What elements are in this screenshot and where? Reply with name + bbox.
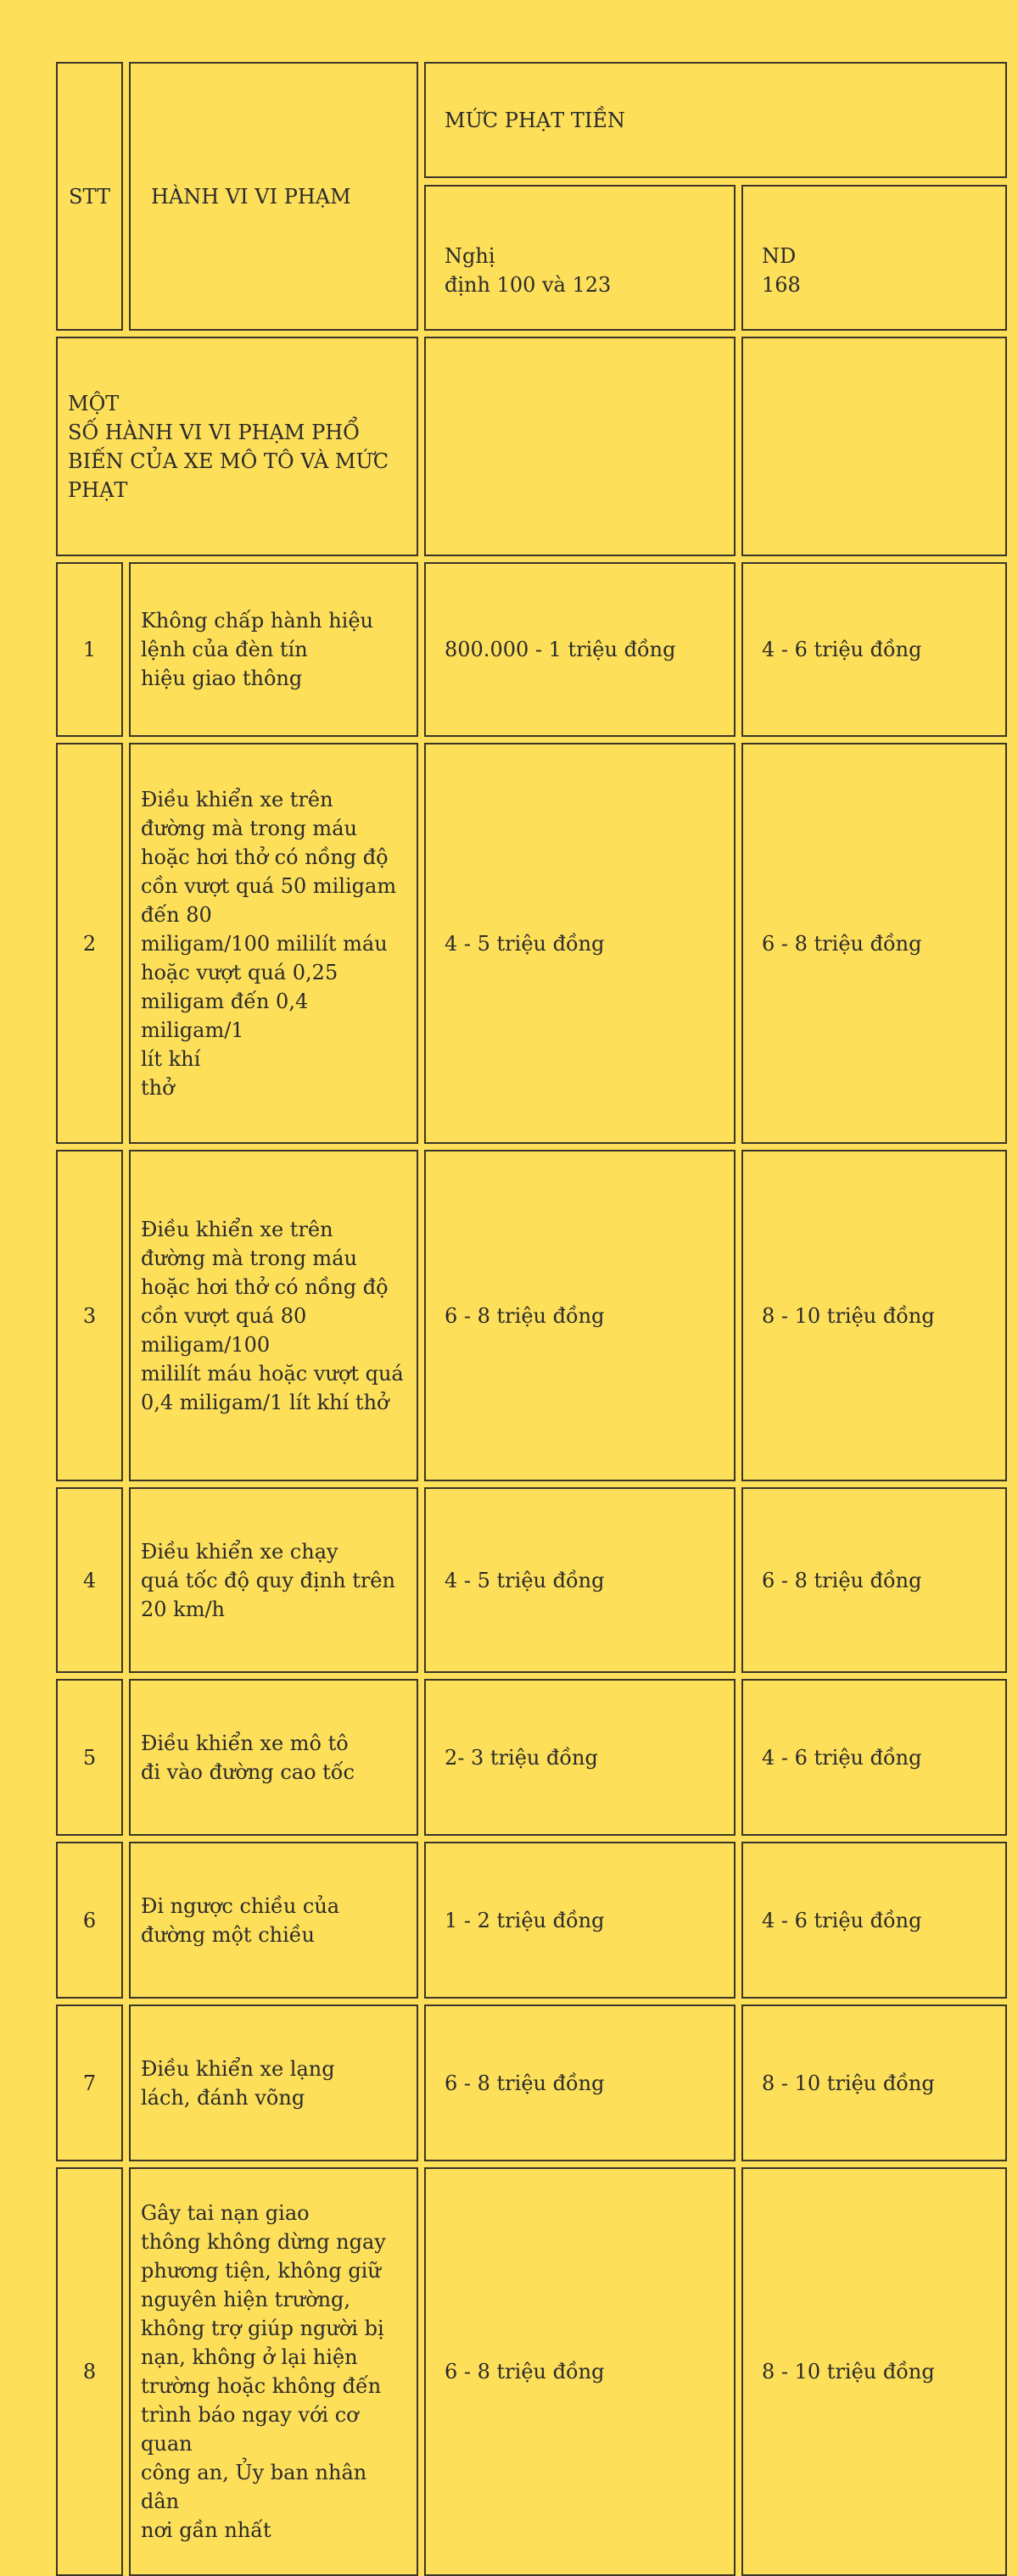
row-desc-text: Gây tai nạn giao thông không dừng ngay phương tiện, không giữ nguyên hiện trường, không trợ giúp người bị nạn, không ở lại hiện trường hoặc không đến trình báo ngay với cơ quan công an, Ủy ban nhân dân nơi gần nhất xyxy=(141,2201,386,2542)
section-empty-old xyxy=(424,337,736,556)
row-stt-text: 8 xyxy=(82,2360,97,2384)
row-4-fine-old xyxy=(424,1487,736,1673)
row-fine-old-text: 1 - 2 triệu đồng xyxy=(445,1908,605,1932)
row-desc-text: Không chấp hành hiệu lệnh của đèn tín hiệu giao thông xyxy=(141,609,373,690)
row-stt-text: 6 xyxy=(82,1908,97,1932)
row-fine-old-text: 6 - 8 triệu đồng xyxy=(445,2360,605,2384)
row-fine-new-text: 4 - 6 triệu đồng xyxy=(762,1908,922,1932)
row-8-fine-new xyxy=(741,2167,1007,2576)
row-3-fine-old xyxy=(424,1150,736,1481)
header-stt-label: STT xyxy=(69,184,110,209)
row-3-stt xyxy=(56,1150,123,1481)
row-8-fine-old xyxy=(424,2167,736,2576)
header-violation-label: HÀNH VI VI PHẠM xyxy=(151,184,351,209)
row-fine-old-text: 2- 3 triệu đồng xyxy=(445,1745,598,1770)
row-5-stt xyxy=(56,1679,123,1836)
row-7-fine-new xyxy=(741,2004,1007,2161)
row-1-desc xyxy=(129,562,418,737)
row-1-stt xyxy=(56,562,123,737)
row-stt-text: 5 xyxy=(82,1745,97,1770)
row-8-stt xyxy=(56,2167,123,2576)
row-6-stt xyxy=(56,1842,123,1999)
row-2-fine-old xyxy=(424,743,736,1144)
row-7-stt xyxy=(56,2004,123,2161)
row-stt-text: 1 xyxy=(82,638,97,661)
row-fine-old-text: 6 - 8 triệu đồng xyxy=(445,2071,605,2095)
row-desc-text: Điều khiển xe mô tô đi vào đường cao tốc xyxy=(141,1731,355,1784)
row-fine-new-text: 8 - 10 triệu đồng xyxy=(762,1303,935,1328)
row-2-desc xyxy=(129,743,418,1144)
row-6-desc xyxy=(129,1842,418,1999)
row-stt-text: 4 xyxy=(82,1568,97,1592)
row-desc-text: Đi ngược chiều của đường một chiều xyxy=(141,1893,340,1947)
header-decree-new-label: ND 168 xyxy=(762,244,801,297)
row-5-fine-old xyxy=(424,1679,736,1836)
row-fine-old-text: 4 - 5 triệu đồng xyxy=(445,1568,605,1592)
header-violation xyxy=(129,62,418,331)
row-desc-text: Điều khiển xe chạy quá tốc độ quy định trên 20 km/h xyxy=(141,1539,395,1621)
row-fine-new-text: 8 - 10 triệu đồng xyxy=(762,2360,935,2384)
row-8-desc xyxy=(129,2167,418,2576)
row-stt-text: 2 xyxy=(82,931,97,956)
row-desc-text: Điều khiển xe trên đường mà trong máu hoặc hơi thở có nồng độ cồn vượt quá 80 miligam/100 mililít máu hoặc vượt quá 0,4 miligam/1 lít khí thở xyxy=(141,1217,404,1414)
row-desc-text: Điều khiển xe trên đường mà trong máu hoặc hơi thở có nồng độ cồn vượt quá 50 miligam đến 80 miligam/100 mililít máu hoặc vượt quá 0,25 miligam đến 0,4 miligam/1 lít khí thở xyxy=(141,787,397,1100)
row-5-desc xyxy=(129,1679,418,1836)
row-4-desc xyxy=(129,1487,418,1673)
row-4-stt xyxy=(56,1487,123,1673)
row-fine-new-text: 6 - 8 triệu đồng xyxy=(762,1568,922,1592)
row-1-fine-old xyxy=(424,562,736,737)
row-fine-old-text: 800.000 - 1 triệu đồng xyxy=(445,638,676,661)
row-fine-new-text: 6 - 8 triệu đồng xyxy=(762,931,922,956)
row-fine-old-text: 4 - 5 triệu đồng xyxy=(445,931,605,956)
row-2-stt xyxy=(56,743,123,1144)
section-title: MỘT SỐ HÀNH VI VI PHẠM PHỔ BIẾN CỦA XE MÔ TÔ VÀ MỨC PHẠT xyxy=(68,391,389,502)
row-5-fine-new xyxy=(741,1679,1007,1836)
row-7-fine-old xyxy=(424,2004,736,2161)
row-fine-old-text: 6 - 8 triệu đồng xyxy=(445,1303,605,1328)
row-1-fine-new xyxy=(741,562,1007,737)
row-6-fine-old xyxy=(424,1842,736,1999)
row-4-fine-new xyxy=(741,1487,1007,1673)
row-fine-new-text: 4 - 6 triệu đồng xyxy=(762,1745,922,1770)
row-fine-new-text: 8 - 10 triệu đồng xyxy=(762,2071,935,2095)
row-7-desc xyxy=(129,2004,418,2161)
row-6-fine-new xyxy=(741,1842,1007,1999)
row-stt-text: 3 xyxy=(82,1303,97,1328)
section-title-cell xyxy=(56,337,418,556)
row-stt-text: 7 xyxy=(82,2071,97,2095)
header-decree-new xyxy=(741,185,1007,331)
row-3-fine-new xyxy=(741,1150,1007,1481)
section-empty-new xyxy=(741,337,1007,556)
header-stt xyxy=(56,62,123,331)
row-2-fine-new xyxy=(741,743,1007,1144)
header-decree-old-label: Nghị định 100 và 123 xyxy=(445,244,612,297)
row-3-desc xyxy=(129,1150,418,1481)
header-fine-group xyxy=(424,62,1007,178)
row-desc-text: Điều khiển xe lạng lách, đánh võng xyxy=(141,2056,335,2110)
header-fine-group-label: MỨC PHẠT TIỀN xyxy=(445,108,625,132)
header-decree-old xyxy=(424,185,736,331)
row-fine-new-text: 4 - 6 triệu đồng xyxy=(762,638,922,661)
